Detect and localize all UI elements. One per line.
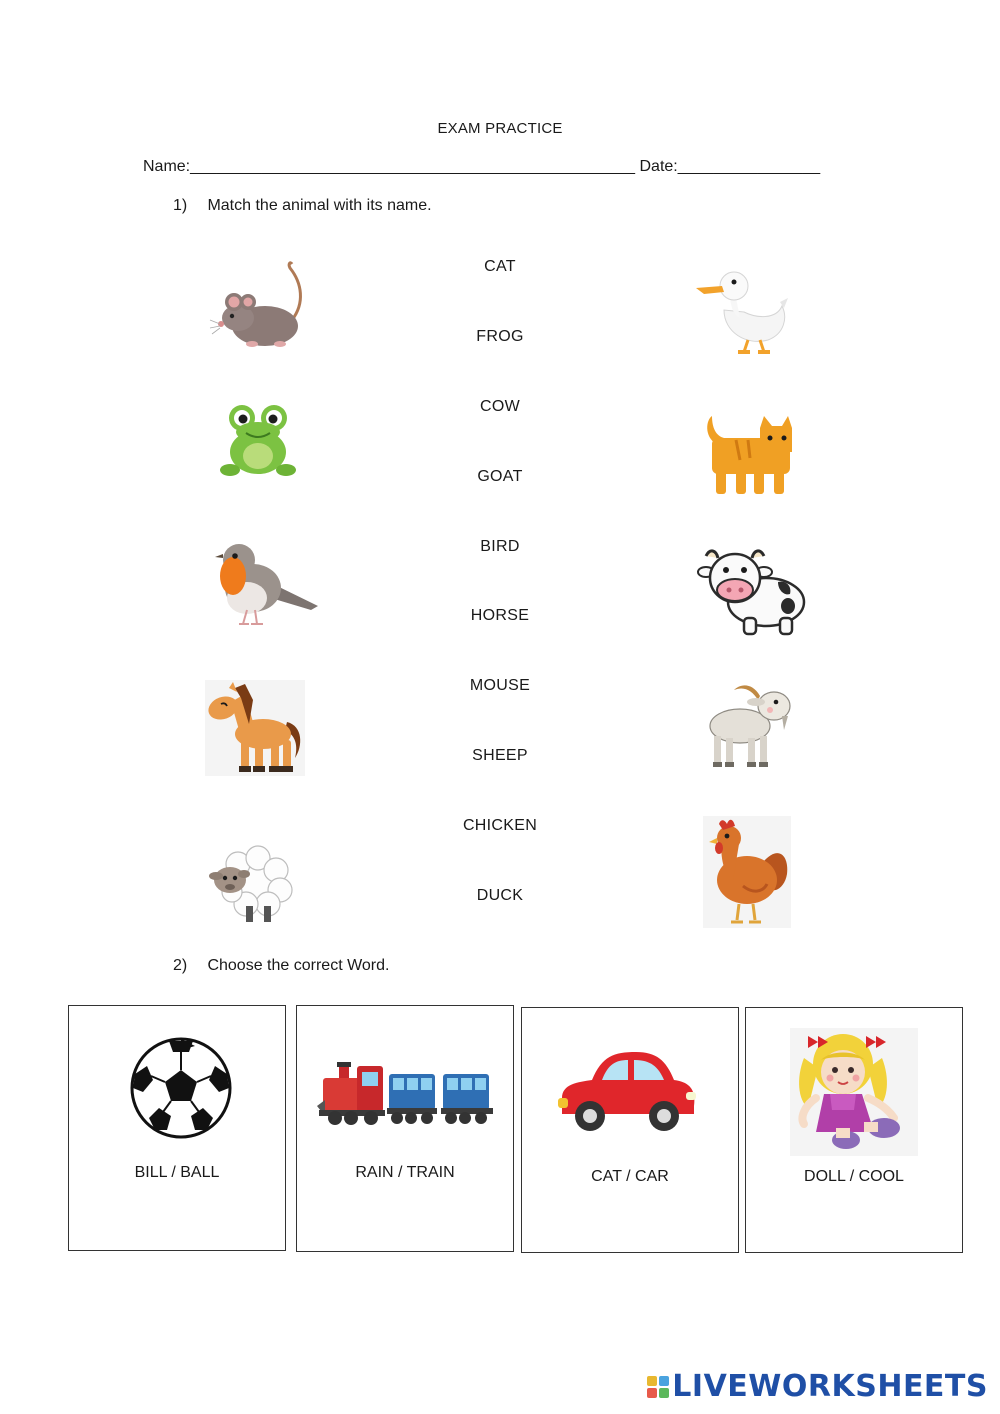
worksheet-title: EXAM PRACTICE <box>437 120 563 137</box>
liveworksheets-logo <box>647 1369 988 1404</box>
choice-label-train: RAIN / TRAIN <box>355 1164 455 1181</box>
choice-box-train[interactable] <box>296 1005 514 1252</box>
name-date-line: Name:__________________________________________________ Date:________________ <box>143 158 821 175</box>
question-1 <box>173 197 432 215</box>
question-1-text: Match the animal with its name. <box>207 197 432 214</box>
word-duck[interactable]: DUCK <box>476 887 524 904</box>
sheep-icon[interactable] <box>208 840 294 925</box>
bird-icon[interactable] <box>215 536 320 626</box>
soccer-ball-icon <box>129 1036 233 1140</box>
choice-label-car: CAT / CAR <box>591 1168 669 1185</box>
choice-label-ball: BILL / BALL <box>134 1164 220 1181</box>
cow-icon[interactable] <box>700 546 808 636</box>
duck-icon[interactable] <box>694 262 790 354</box>
word-cat[interactable]: CAT <box>484 258 516 275</box>
mouse-icon[interactable] <box>210 258 310 353</box>
choice-box-doll[interactable] <box>745 1007 963 1253</box>
word-bird[interactable]: BIRD <box>480 538 520 555</box>
word-horse[interactable]: HORSE <box>470 607 530 624</box>
goat-icon[interactable] <box>704 678 796 770</box>
word-cow[interactable]: COW <box>479 398 520 415</box>
choice-box-car[interactable] <box>521 1007 739 1253</box>
horse-icon[interactable] <box>205 680 305 776</box>
car-icon <box>558 1048 698 1138</box>
cat-icon[interactable] <box>702 414 794 498</box>
choice-label-doll: DOLL / COOL <box>804 1168 904 1185</box>
liveworksheets-cubes-icon <box>647 1376 669 1398</box>
doll-icon <box>790 1028 918 1156</box>
question-1-number: 1) <box>173 197 188 214</box>
train-icon <box>317 1060 497 1128</box>
word-chicken[interactable]: CHICKEN <box>462 817 538 834</box>
word-frog[interactable]: FROG <box>476 328 524 345</box>
question-2-number: 2) <box>173 957 188 974</box>
word-goat[interactable]: GOAT <box>477 468 523 485</box>
question-2 <box>173 957 389 975</box>
choice-box-ball[interactable] <box>68 1005 286 1251</box>
word-sheep[interactable]: SHEEP <box>472 747 528 764</box>
liveworksheets-wordmark: LIVEWORKSHEETS <box>672 1369 988 1404</box>
frog-icon[interactable] <box>220 400 296 478</box>
word-mouse[interactable]: MOUSE <box>469 677 531 694</box>
question-2-text: Choose the correct Word. <box>207 957 390 974</box>
chicken-icon[interactable] <box>703 816 791 928</box>
